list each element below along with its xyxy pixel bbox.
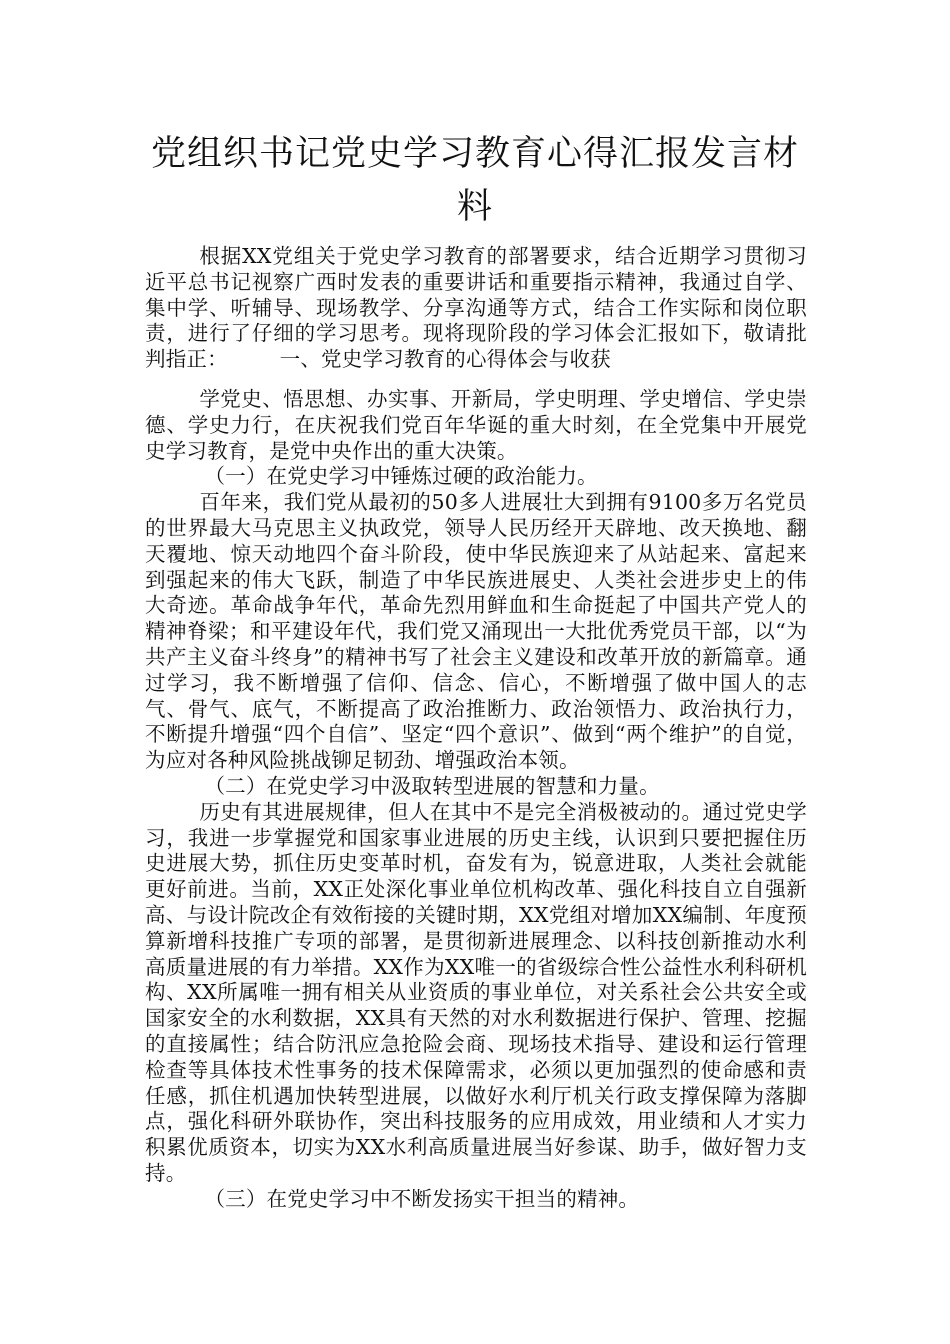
section-heading-1: （一）在党史学习中锤炼过硬的政治能力。 — [204, 464, 598, 489]
intro-paragraph: 根据XX党组关于党史学习教育的部署要求，结合近期学习贯彻习近平总书记视察广西时发表的重要讲话和重要指示精神，我通过自学、集中学、听辅导、现场教学、分享沟通等方式，结合工作实际和岗位职责，进行了仔细的学习思考。现将现阶段的学习体会汇报如下，敬请批判指正： 一、党史学习教育的心得体会与收获 — [145, 244, 807, 372]
document-body — [145, 244, 807, 1212]
section-heading-3: （三）在党史学习中不断发扬实干担当的精神。 — [204, 1186, 640, 1211]
document-title: 党组织书记党史学习教育心得汇报发言材料 — [150, 134, 799, 227]
section-2-paragraph: 历史有其进展规律，但人在其中不是完全消极被动的。通过党史学习，我进一步掌握党和国家事业进展的历史主线，认识到只要把握住历史进展大势，抓住历史变革时机，奋发有为，锐意进取，人类社会就能更好前进。当前，XX正处深化事业单位机构改革、强化科技自立自强新高、与设计院改企有效衔接的关键时期，XX党组对增加XX编制、年度预算新增科技推广专项的部署，是贯彻新进展理念、以科技创新推动水利高质量进展的有力举措。XX作为XX唯一的省级综合性公益性水利科研机构、XX所属唯一拥有相关从业资质的事业单位，对关系社会公共安全或国家安全的水利数据，XX具有天然的对水利数据进行保护、管理、挖掘的直接属性；结合防汛应急抢险会商、现场技术指导、建设和运行管理检查等具体技术性事务的技术保障需求，必须以更加强烈的使命感和责任感，抓住机遇加快转型进展，以做好水利厅机关行政支撑保障为落脚点，强化科研外联协作，突出科技服务的应用成效，用业绩和人才实力积累优质资本，切实为XX水利高质量进展当好参谋、助手，做好智力支持。 — [145, 799, 807, 1185]
overview-paragraph: 学党史、悟思想、办实事、开新局，学史明理、学史增信、学史崇德、学史力行，在庆祝我们党百年华诞的重大时刻，在全党集中开展党史学习教育，是党中央作出的重大决策。 — [145, 386, 807, 463]
section-1-paragraph: 百年来，我们党从最初的50多人进展壮大到拥有9100多万名党员的世界最大马克思主义执政党，领导人民历经开天辟地、改天换地、翻天覆地、惊天动地四个奋斗阶段，使中华民族迎来了从站起来、富起来到强起来的伟大飞跃，制造了中华民族进展史、人类社会进步史上的伟大奇迹。革命战争年代，革命先烈用鲜血和生命挺起了中国共产党人的精神脊梁；和平建设年代，我们党又涌现出一大批优秀党员干部，以“为共产主义奋斗终身”的精神书写了社会主义建设和改革开放的新篇章。通过学习，我不断增强了信仰、信念、信心，不断增强了做中国人的志气、骨气、底气，不断提高了政治推断力、政治领悟力、政治执行力，不断提升增强“四个自信”、坚定“四个意识”、做到“两个维护”的自觉，为应对各种风险挑战铆足韧劲、增强政治本领。 — [145, 490, 807, 773]
section-heading-2: （二）在党史学习中汲取转型进展的智慧和力量。 — [204, 773, 660, 798]
